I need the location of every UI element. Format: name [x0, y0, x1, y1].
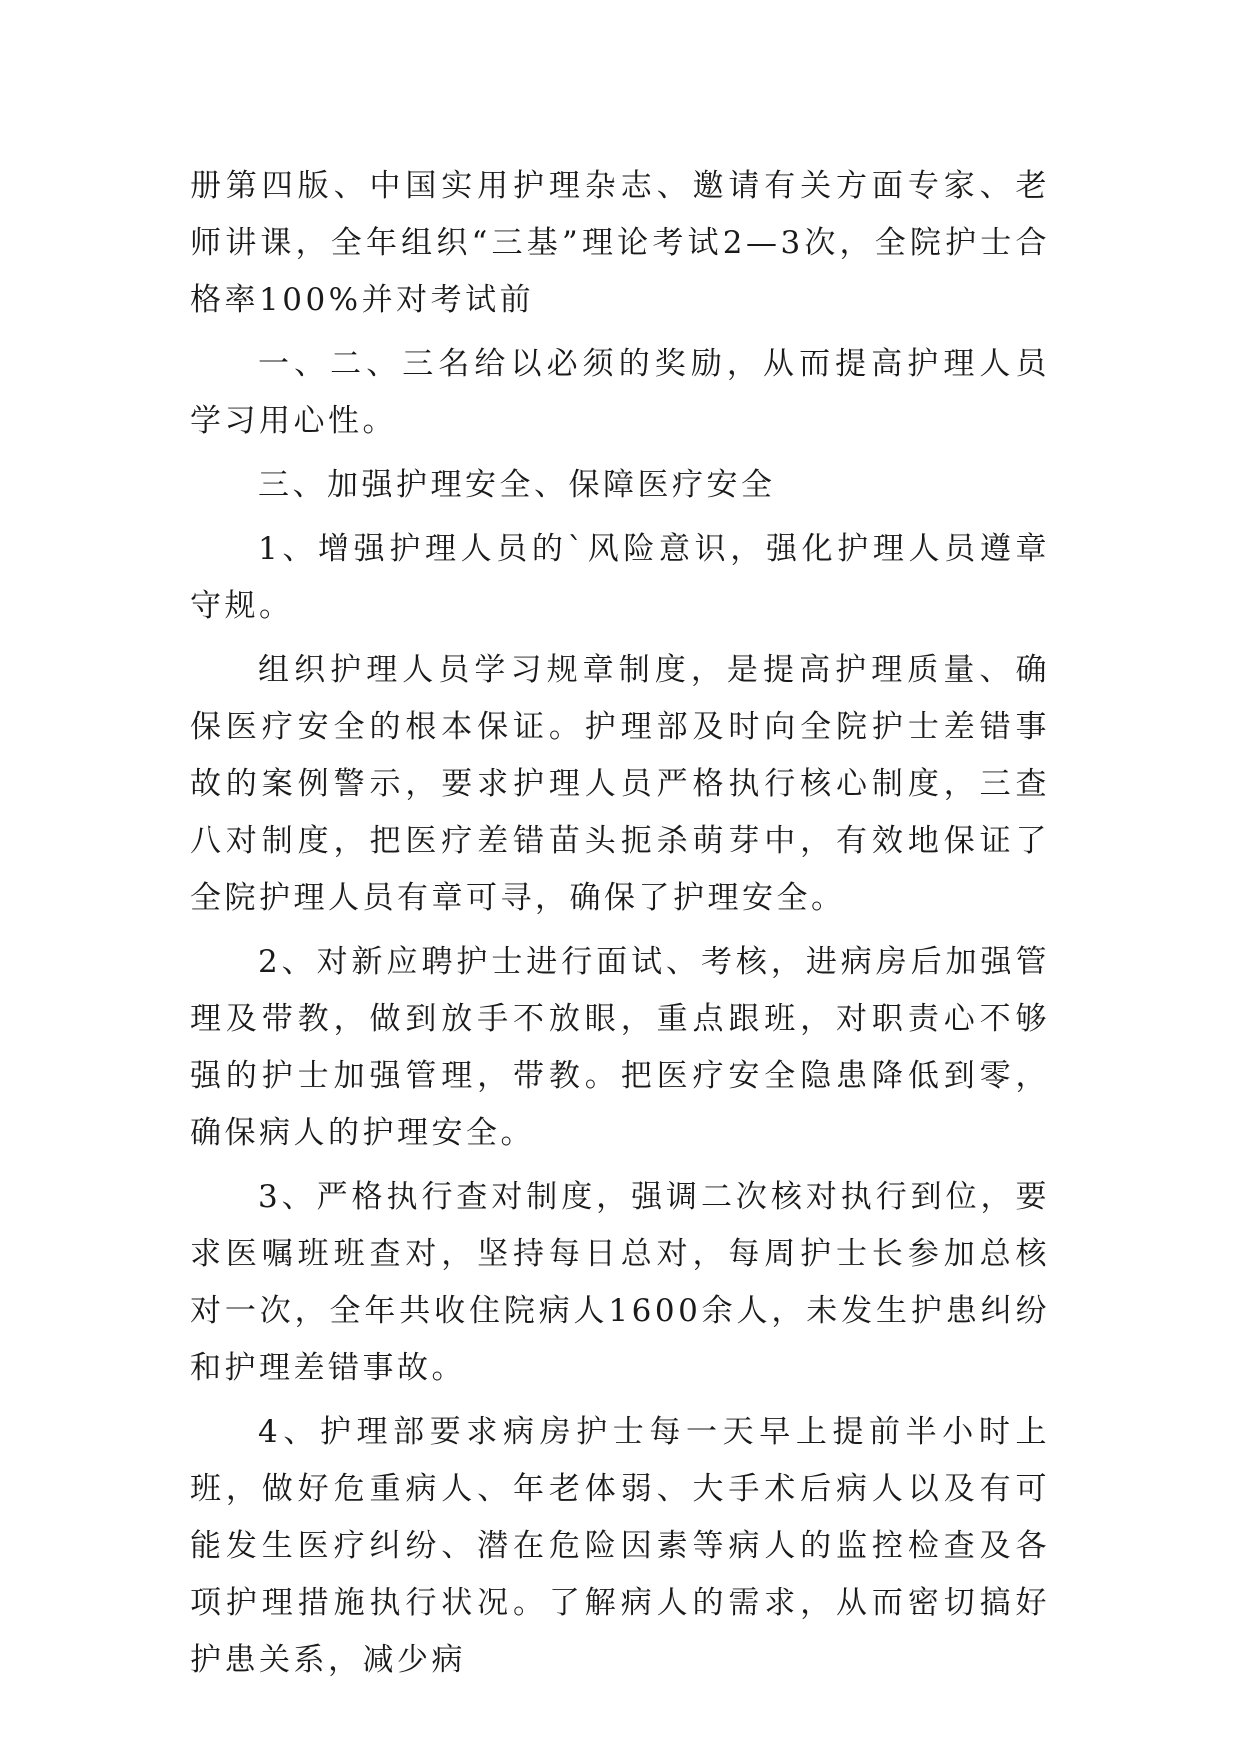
paragraph-item-2: 2、对新应聘护士进行面试、考核，进病房后加强管理及带教，做到放手不放眼，重点跟班，对职责心不够强的护士加强管理，带教。把医疗安全隐患降低到零，确保病人的护理安全。 — [190, 944, 1050, 1151]
paragraph-item-4: 4、护理部要求病房护士每一天早上提前半小时上班，做好危重病人、年老体弱、大手术后病人以及有可能发生医疗纠纷、潜在危险因素等病人的监控检查及各项护理措施执行状况。了解病人的需求，从而密切搞好护患关系，减少病 — [190, 1414, 1050, 1678]
paragraph-item-1: 1、增强护理人员的`风险意识，强化护理人员遵章守规。 — [190, 531, 1050, 624]
section-heading-safety: 三、加强护理安全、保障医疗安全 — [258, 467, 776, 503]
paragraph-regulations: 组织护理人员学习规章制度，是提高护理质量、确保医疗安全的根本保证。护理部及时向全院护士差错事故的案例警示，要求护理人员严格执行核心制度，三查八对制度，把医疗差错苗头扼杀萌芽中，有效地保证了全院护理人员有章可寻，确保了护理安全。 — [190, 652, 1050, 916]
paragraph-item-3: 3、严格执行查对制度，强调二次核对执行到位，要求医嘱班班查对，坚持每日总对，每周护士长参加总核对一次，全年共收住院病人1600余人，未发生护患纠纷和护理差错事故。 — [190, 1179, 1050, 1386]
paragraph-continuation: 册第四版、中国实用护理杂志、邀请有关方面专家、老师讲课，全年组织“三基”理论考试2—3次，全院护士合格率100%并对考试前 — [190, 168, 1050, 318]
paragraph-rewards: 一、二、三名给以必须的奖励，从而提高护理人员学习用心性。 — [190, 346, 1050, 439]
document-body — [190, 158, 1050, 1696]
